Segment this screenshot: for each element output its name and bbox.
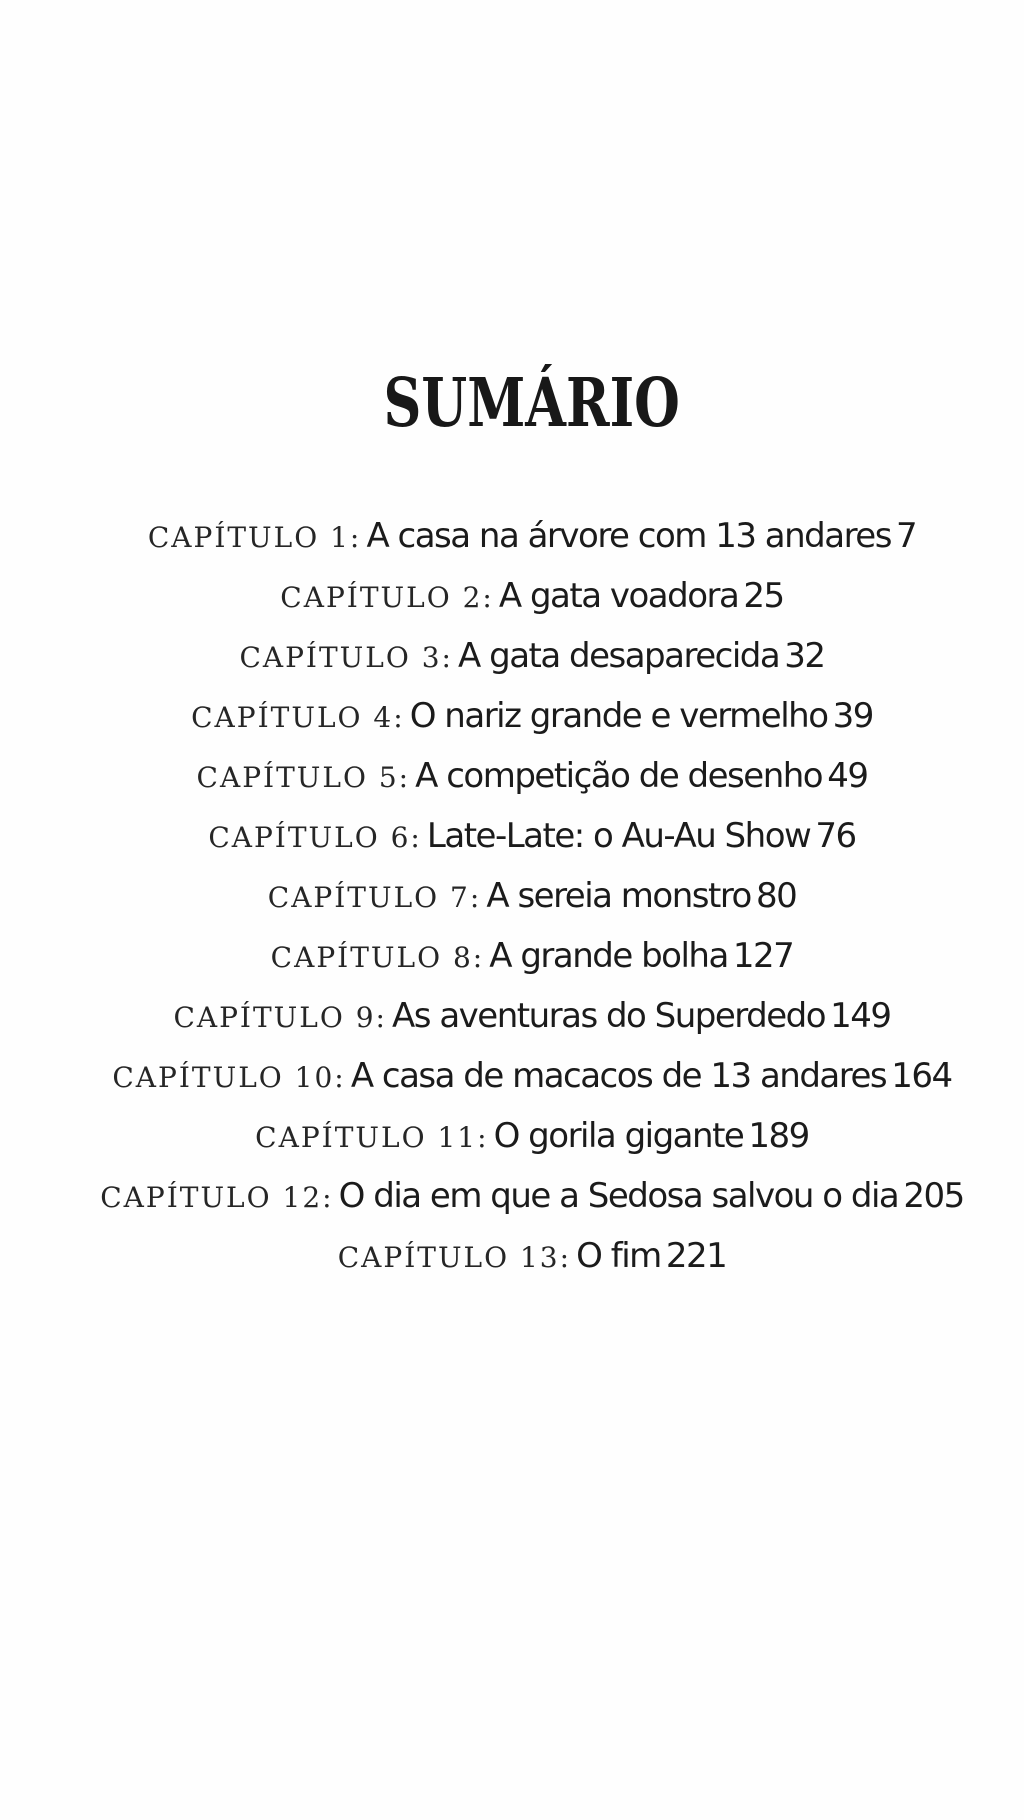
page-title — [40, 360, 1024, 448]
chapter-title: A casa de macacos de 13 andares — [350, 1056, 887, 1096]
chapter-title: A casa na árvore com 13 andares — [366, 516, 891, 556]
toc-entry — [40, 986, 1024, 1046]
chapter-title: A grande bolha — [489, 936, 728, 976]
toc-entry — [40, 686, 1024, 746]
table-of-contents — [40, 506, 1024, 1286]
chapter-label: CAPÍTULO 10: — [112, 1061, 346, 1094]
chapter-title: As aventuras do Superdedo — [392, 996, 826, 1036]
chapter-label: CAPÍTULO 8: — [270, 941, 485, 974]
toc-entry — [40, 926, 1024, 986]
toc-entry — [40, 1046, 1024, 1106]
toc-entry — [40, 506, 1024, 566]
chapter-label: CAPÍTULO 9: — [173, 1001, 387, 1034]
chapter-label: CAPÍTULO 6: — [208, 821, 422, 854]
chapter-page-number: 49 — [827, 756, 868, 796]
chapter-title: O nariz grande e vermelho — [409, 696, 828, 736]
chapter-label: CAPÍTULO 5: — [196, 761, 411, 794]
chapter-page-number: 205 — [903, 1176, 964, 1216]
chapter-label: CAPÍTULO 11: — [255, 1121, 489, 1154]
toc-entry — [40, 746, 1024, 806]
chapter-label: CAPÍTULO 1: — [147, 521, 362, 554]
toc-entry — [40, 1106, 1024, 1166]
chapter-page-number: 25 — [743, 576, 784, 616]
chapter-page-number: 189 — [748, 1116, 809, 1156]
toc-entry — [40, 866, 1024, 926]
chapter-label: CAPÍTULO 4: — [191, 701, 405, 734]
chapter-page-number: 7 — [896, 516, 917, 556]
chapter-label: CAPÍTULO 12: — [100, 1181, 334, 1214]
chapter-label: CAPÍTULO 13: — [337, 1241, 572, 1274]
chapter-title: A gata voadora — [498, 576, 739, 616]
toc-entry — [40, 1226, 1024, 1286]
chapter-title: Late-Late: o Au-Au Show — [426, 816, 811, 856]
chapter-page-number: 32 — [784, 636, 825, 676]
chapter-label: CAPÍTULO 7: — [267, 881, 482, 914]
chapter-page-number: 80 — [755, 876, 797, 916]
chapter-page-number: 127 — [732, 936, 794, 976]
chapter-title: A sereia monstro — [486, 876, 751, 916]
toc-entry — [40, 1166, 1024, 1226]
chapter-title: A competição de desenho — [415, 756, 823, 796]
chapter-page-number: 76 — [815, 816, 856, 856]
chapter-title: A gata desaparecida — [458, 636, 780, 676]
chapter-title: O fim — [576, 1236, 661, 1276]
chapter-label: CAPÍTULO 3: — [239, 641, 453, 674]
chapter-page-number: 164 — [891, 1056, 952, 1096]
chapter-page-number: 149 — [830, 996, 891, 1036]
page-title-text: SUMÁRIO — [383, 364, 681, 443]
toc-entry — [40, 566, 1024, 626]
toc-entry — [40, 806, 1024, 866]
chapter-page-number: 39 — [832, 696, 873, 736]
chapter-label: CAPÍTULO 2: — [280, 581, 494, 614]
chapter-page-number: 221 — [665, 1236, 727, 1276]
chapter-title: O gorila gigante — [493, 1116, 744, 1156]
toc-entry — [40, 626, 1024, 686]
chapter-title: O dia em que a Sedosa salvou o dia — [338, 1176, 899, 1216]
